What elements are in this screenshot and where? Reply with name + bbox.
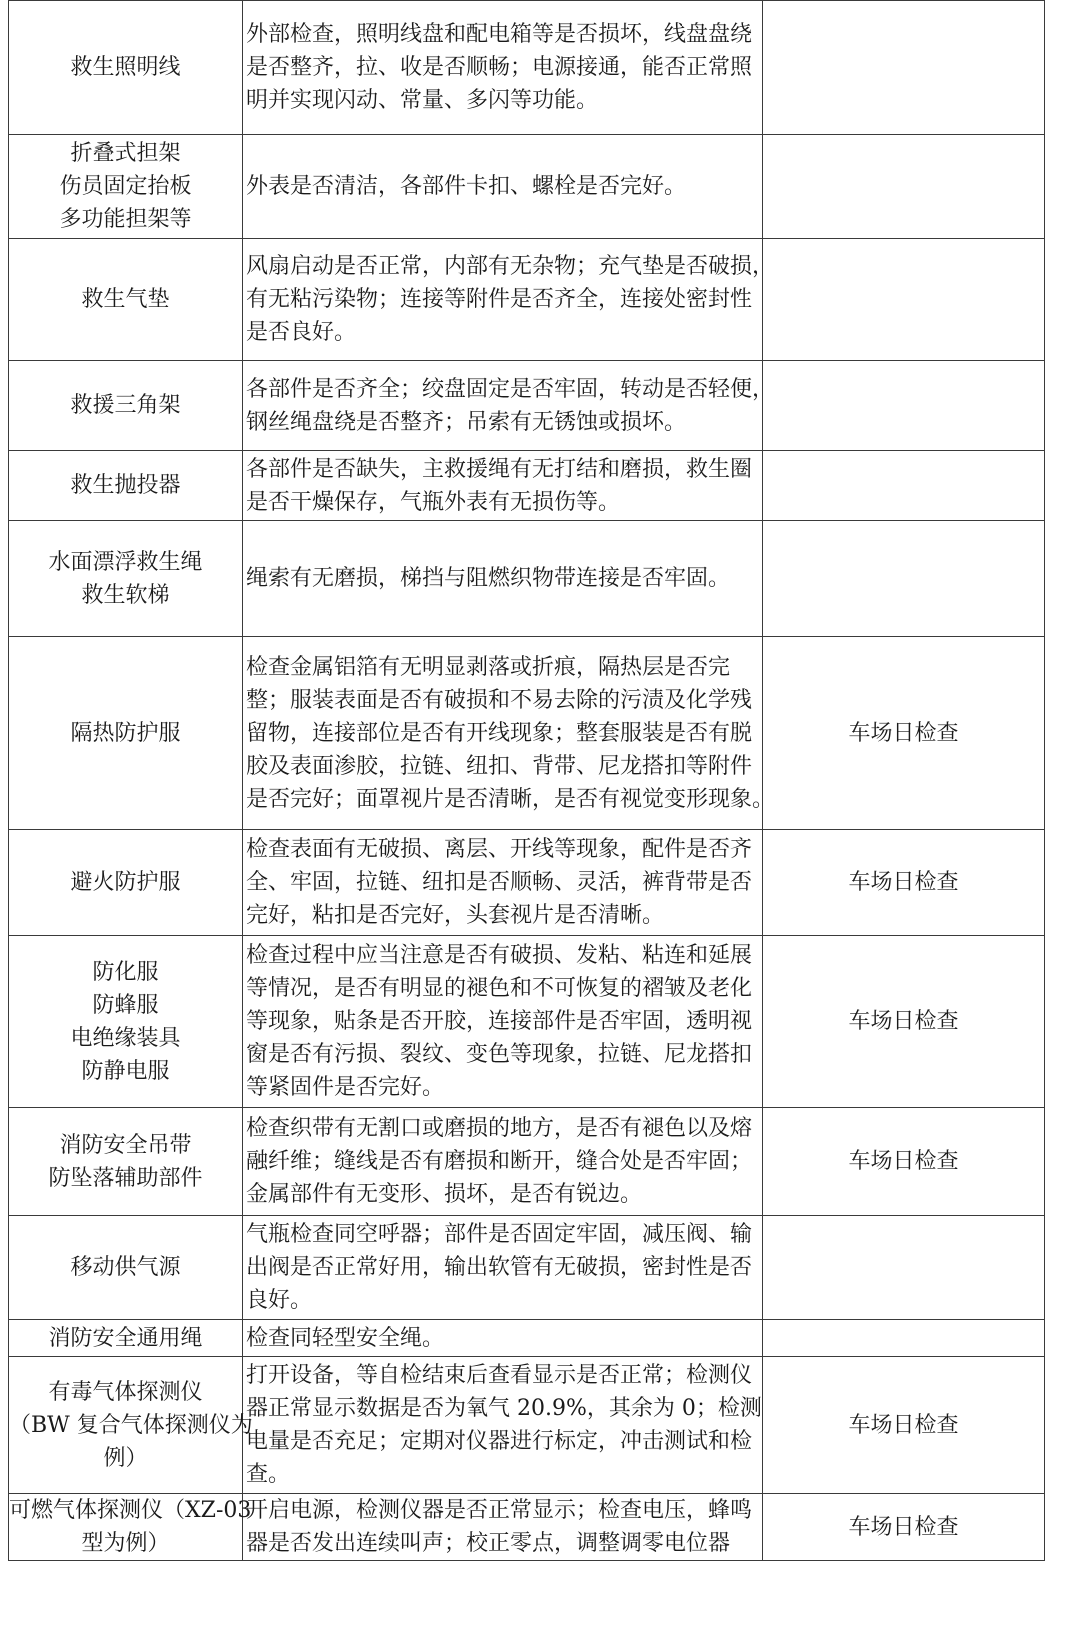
table-body <box>9 1 1045 1561</box>
inspection-content-cell-line: 风扇启动是否正常，内部有无杂物；充气垫是否破损， <box>246 254 775 279</box>
inspection-content-cell <box>243 1216 763 1320</box>
inspection-content-cell <box>243 830 763 936</box>
inspection-frequency-cell: 车场日检查 <box>763 830 1045 936</box>
equipment-name-cell <box>9 1216 243 1320</box>
equipment-name-cell-line: 防静电服 <box>81 1058 170 1084</box>
inspection-content-cell-line: 开启电源，检测仪器是否正常显示；检查电压，蜂鸣 <box>246 1498 753 1523</box>
inspection-content-cell <box>243 239 775 361</box>
inspection-content-cell-line: 全、牢固，拉链、纽扣是否顺畅、灵活，裤背带是否 <box>246 870 753 895</box>
table-row <box>9 637 1045 830</box>
table-row <box>9 830 1045 936</box>
inspection-content-cell <box>243 1320 763 1357</box>
inspection-content-cell-line: 打开设备，等自检结束后查看显示是否正常；检测仪 <box>246 1363 753 1388</box>
equipment-name-cell <box>9 1108 243 1216</box>
table-row <box>9 361 1045 451</box>
equipment-name-cell-line: 隔热防护服 <box>70 720 181 746</box>
inspection-content-cell-line: 出阀是否正常好用，输出软管有无破损，密封性是否 <box>246 1255 753 1280</box>
inspection-content-cell-line: 整；服装表面是否有破损和不易去除的污渍及化学残 <box>246 687 753 713</box>
table-row <box>9 521 1045 637</box>
inspection-content-cell-line: 器正常显示数据是否为氧气 20.9%，其余为 0；检测 <box>246 1396 762 1421</box>
inspection-content-cell <box>243 135 763 239</box>
inspection-frequency-cell: 车场日检查 <box>763 637 1045 830</box>
inspection-content-cell-line: 外表是否清洁，各部件卡扣、螺栓是否完好。 <box>246 174 687 199</box>
inspection-content-cell-line: 是否良好。 <box>246 320 357 345</box>
equipment-name-cell <box>9 361 243 451</box>
equipment-name-cell-line: 伤员固定抬板 <box>59 174 192 199</box>
equipment-name-cell <box>9 135 243 239</box>
inspection-content-cell-line: 等紧固件是否完好。 <box>246 1075 445 1100</box>
inspection-content-cell <box>243 1108 763 1216</box>
inspection-frequency-cell: 车场日检查 <box>763 936 1045 1108</box>
inspection-content-cell-line: 检查同轻型安全绳。 <box>246 1325 445 1351</box>
inspection-content-cell-line: 等现象，贴条是否开胶，连接部件是否牢固，透明视 <box>246 1009 753 1034</box>
inspection-frequency-cell: 车场日检查 <box>763 1357 1045 1494</box>
inspection-content-cell-line: 各部件是否齐全；绞盘固定是否牢固，转动是否轻便， <box>246 376 775 402</box>
equipment-name-cell-line: 型为例） <box>81 1531 170 1556</box>
equipment-name-cell-line: 移动供气源 <box>70 1255 181 1280</box>
equipment-name-cell <box>9 451 243 521</box>
equipment-name-cell <box>9 1320 243 1357</box>
table-row <box>9 451 1045 521</box>
equipment-name-cell <box>9 936 243 1108</box>
inspection-content-cell-line: 查。 <box>246 1462 291 1487</box>
equipment-name-cell-line: 消防安全通用绳 <box>48 1325 203 1351</box>
equipment-name-cell-line: 救援三角架 <box>70 393 181 418</box>
table-row <box>9 1108 1045 1216</box>
table-row <box>9 1357 1045 1494</box>
table-row <box>9 1 1045 135</box>
inspection-frequency-cell <box>763 521 1045 637</box>
inspection-frequency-cell <box>763 135 1045 239</box>
equipment-name-cell-line: 防蜂服 <box>92 992 159 1018</box>
equipment-name-cell-line: 防坠落辅助部件 <box>48 1165 203 1191</box>
inspection-content-cell-line: 各部件是否缺失，主救援绳有无打结和磨损，救生圈 <box>246 456 753 482</box>
inspection-frequency-cell <box>763 239 1045 361</box>
inspection-content-cell-line: 器是否发出连续叫声；校正零点，调整调零电位器 <box>246 1531 731 1556</box>
inspection-frequency-cell: 车场日检查 <box>763 1108 1045 1216</box>
equipment-name-cell-line: 救生气垫 <box>81 287 170 312</box>
table-row <box>9 239 1045 361</box>
equipment-name-cell-line: 消防安全吊带 <box>59 1132 192 1158</box>
equipment-name-cell <box>9 521 243 637</box>
inspection-frequency-cell <box>763 1 1045 135</box>
inspection-content-cell <box>243 451 763 521</box>
inspection-content-cell <box>243 1494 763 1561</box>
inspection-content-cell-line: 有无粘污染物；连接等附件是否齐全，连接处密封性 <box>246 287 753 312</box>
equipment-name-cell-line: 防化服 <box>92 959 159 985</box>
inspection-content-cell <box>243 1357 763 1494</box>
equipment-name-cell-line: 电绝缘装具 <box>70 1025 181 1051</box>
inspection-frequency-cell <box>763 1320 1045 1357</box>
inspection-content-cell <box>243 521 763 637</box>
inspection-content-cell-line: 检查金属铝箔有无明显剥落或折痕，隔热层是否完 <box>246 654 731 680</box>
equipment-name-cell-line: 折叠式担架 <box>70 141 181 166</box>
equipment-name-cell-line: 救生照明线 <box>70 55 181 80</box>
inspection-content-cell-line: 是否完好；面罩视片是否清晰，是否有视觉变形现象。 <box>246 786 775 812</box>
inspection-content-cell-line: 检查过程中应当注意是否有破损、发粘、粘连和延展 <box>246 943 753 968</box>
equipment-name-cell <box>9 830 243 936</box>
equipment-name-cell-line: 避火防护服 <box>70 870 181 895</box>
inspection-content-cell-line: 完好，粘扣是否完好，头套视片是否清晰。 <box>246 903 665 928</box>
equipment-inspection-table <box>8 0 1045 1561</box>
equipment-name-cell <box>9 1 243 135</box>
inspection-frequency-cell <box>763 1216 1045 1320</box>
inspection-content-cell-line: 气瓶检查同空呼器；部件是否固定牢固，减压阀、输 <box>246 1222 753 1247</box>
equipment-name-cell-line: 救生软梯 <box>81 582 170 608</box>
inspection-content-cell-line: 钢丝绳盘绕是否整齐；吊索有无锈蚀或损坏。 <box>246 409 687 435</box>
equipment-name-cell <box>9 239 243 361</box>
inspection-content-cell-line: 金属部件有无变形、损坏，是否有锐边。 <box>246 1182 643 1207</box>
equipment-name-cell <box>9 1357 253 1494</box>
table-row <box>9 936 1045 1108</box>
equipment-name-cell-line: 例） <box>103 1445 148 1471</box>
equipment-name-cell-line: 有毒气体探测仪 <box>48 1379 203 1405</box>
inspection-table-page <box>8 0 1044 1628</box>
inspection-content-cell-line: 留物，连接部位是否有开线现象；整套服装是否有脱 <box>246 720 753 746</box>
equipment-name-cell-line: （BW 复合气体探测仪为 <box>9 1412 253 1438</box>
inspection-content-cell-line: 绳索有无磨损，梯挡与阻燃织物带连接是否牢固。 <box>246 566 731 591</box>
inspection-content-cell <box>243 361 775 451</box>
inspection-content-cell-line: 良好。 <box>246 1288 313 1313</box>
equipment-name-cell-line: 可燃气体探测仪（XZ-03 <box>9 1498 252 1523</box>
inspection-content-cell <box>243 936 763 1108</box>
equipment-name-cell-line: 多功能担架等 <box>59 207 192 232</box>
equipment-name-cell <box>9 1494 252 1561</box>
inspection-content-cell-line: 是否整齐，拉、收是否顺畅；电源接通，能否正常照 <box>246 55 753 80</box>
inspection-content-cell <box>243 637 775 830</box>
equipment-name-cell-line: 救生抛投器 <box>70 473 181 498</box>
inspection-content-cell-line: 检查织带有无割口或磨损的地方，是否有褪色以及熔 <box>246 1116 753 1141</box>
inspection-content-cell-line: 融纤维；缝线是否有磨损和断开，缝合处是否牢固； <box>246 1149 753 1174</box>
inspection-content-cell-line: 明并实现闪动、常量、多闪等功能。 <box>246 88 599 113</box>
inspection-content-cell-line: 是否干燥保存，气瓶外表有无损伤等。 <box>246 489 621 515</box>
inspection-content-cell-line: 等情况，是否有明显的褪色和不可恢复的褶皱及老化 <box>246 976 753 1001</box>
inspection-content-cell-line: 外部检查，照明线盘和配电箱等是否损坏，线盘盘绕 <box>246 22 753 47</box>
inspection-frequency-cell <box>763 361 1045 451</box>
inspection-content-cell-line: 胶及表面渗胶，拉链、纽扣、背带、尼龙搭扣等附件 <box>246 753 753 779</box>
inspection-content-cell-line: 电量是否充足；定期对仪器进行标定，冲击测试和检 <box>246 1429 753 1454</box>
inspection-content-cell <box>243 1 763 135</box>
inspection-frequency-cell <box>763 451 1045 521</box>
inspection-frequency-cell: 车场日检查 <box>763 1494 1045 1561</box>
inspection-content-cell-line: 窗是否有污损、裂纹、变色等现象，拉链、尼龙搭扣 <box>246 1042 753 1067</box>
table-row <box>9 1494 1045 1561</box>
equipment-name-cell <box>9 637 243 830</box>
table-row <box>9 1216 1045 1320</box>
table-row <box>9 1320 1045 1357</box>
table-row <box>9 135 1045 239</box>
equipment-name-cell-line: 水面漂浮救生绳 <box>48 549 203 575</box>
inspection-content-cell-line: 检查表面有无破损、离层、开线等现象，配件是否齐 <box>246 837 753 862</box>
